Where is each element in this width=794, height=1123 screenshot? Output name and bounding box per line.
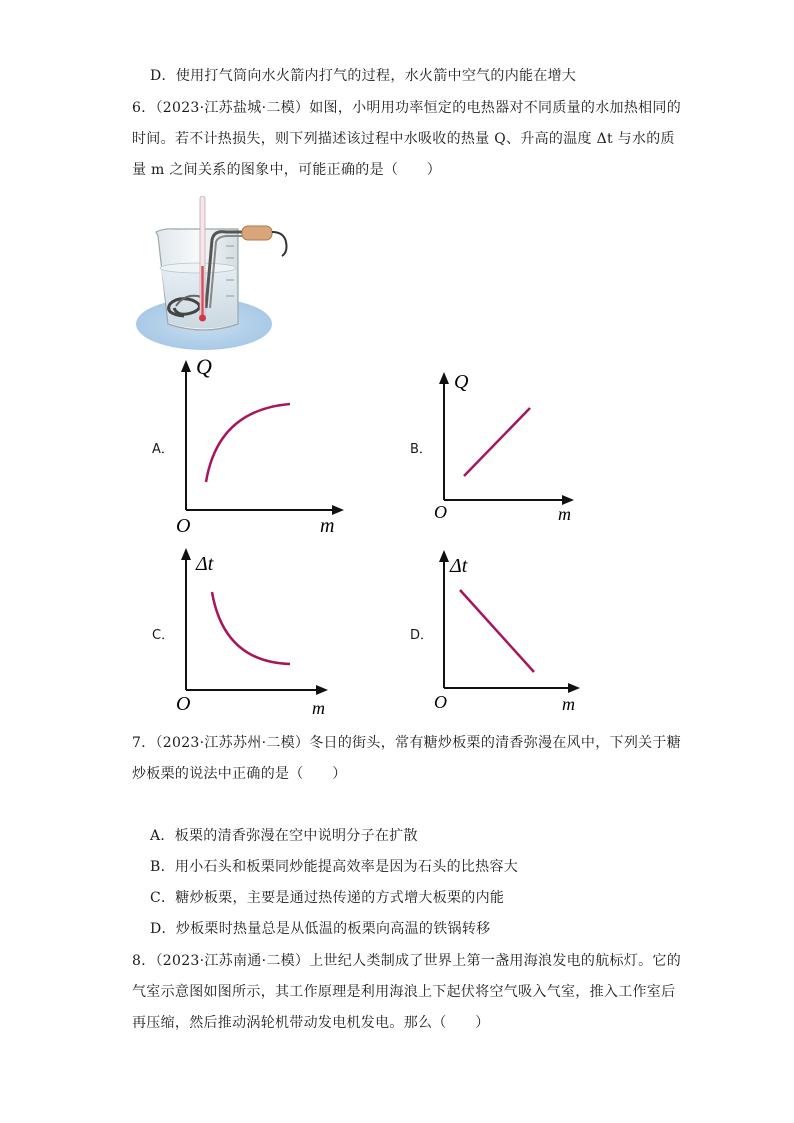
q6-stem-line1: 6．（2023·江苏盐城·二模）如图，小明用功率恒定的电热器对不同质量的水加热相同的 (132, 100, 682, 116)
graph-b-x-label: m (558, 504, 571, 524)
graph-a-origin: O (176, 515, 191, 537)
graph-b-origin: O (434, 502, 447, 522)
graph-c-y-label: Δt (196, 553, 214, 575)
graph-d-x-label: m (562, 694, 575, 714)
q6-option-b-label: B． (410, 442, 432, 457)
graph-a-y-label: Q (196, 354, 212, 379)
graph-d-y-label: Δt (450, 555, 468, 577)
q7-stem-line1: 7．（2023·江苏苏州·二模）冬日的街头，常有糖炒板栗的清香弥漫在风中，下列关于糖 (132, 735, 682, 751)
beaker-heater-illustration (134, 196, 294, 360)
q8-stem-line1: 8．（2023·江苏南通·二模）上世纪人类制成了世界上第一盏用海浪发电的航标灯。它的 (132, 953, 682, 969)
q6-option-c-label: C． (152, 628, 175, 643)
graph-b (428, 364, 598, 534)
q6-stem-line2: 时间。若不计热损失，则下列描述该过程中水吸收的热量 Q、升高的温度 Δt 与水的质 (132, 131, 675, 147)
q7-option-a: A．板栗的清香弥漫在空中说明分子在扩散 (150, 828, 418, 844)
graph-d-line (460, 590, 534, 672)
q7-option-c: C．糖炒板栗，主要是通过热传递的方式增大板栗的内能 (150, 890, 505, 906)
graph-c-origin: O (176, 693, 191, 715)
graph-a-curve (206, 404, 290, 482)
graph-a (170, 352, 350, 537)
q7-stem-line2: 炒板栗的说法中正确的是（ ） (132, 766, 347, 782)
q7-option-d: D．炒板栗时热量总是从低温的板栗向高温的铁锅转移 (150, 921, 491, 937)
q6-option-d-label: D． (410, 628, 434, 643)
graph-c (170, 540, 350, 720)
graph-d (428, 542, 598, 722)
graph-c-curve (212, 592, 290, 664)
graph-c-x-label: m (312, 698, 325, 718)
q8-stem-line2: 气室示意图如图所示，其工作原理是利用海浪上下起伏将空气吸入气室，推入工作室后 (132, 984, 676, 1000)
q8-stem-line3: 再压缩，然后推动涡轮机带动发电机发电。那么（ ） (132, 1015, 490, 1031)
graph-d-origin: O (434, 692, 447, 712)
graph-b-line (464, 408, 530, 476)
q6-option-a-label: A． (152, 442, 174, 457)
q6-stem-line3: 量 m 之间关系的图象中，可能正确的是（ ） (132, 162, 442, 178)
q7-option-b: B．用小石头和板栗同炒能提高效率是因为石头的比热容大 (150, 859, 519, 875)
graph-b-y-label: Q (454, 371, 469, 393)
graph-a-x-label: m (320, 515, 335, 537)
q5-option-d: D．使用打气筒向水火箭内打气的过程，水火箭中空气的内能在增大 (150, 68, 577, 84)
